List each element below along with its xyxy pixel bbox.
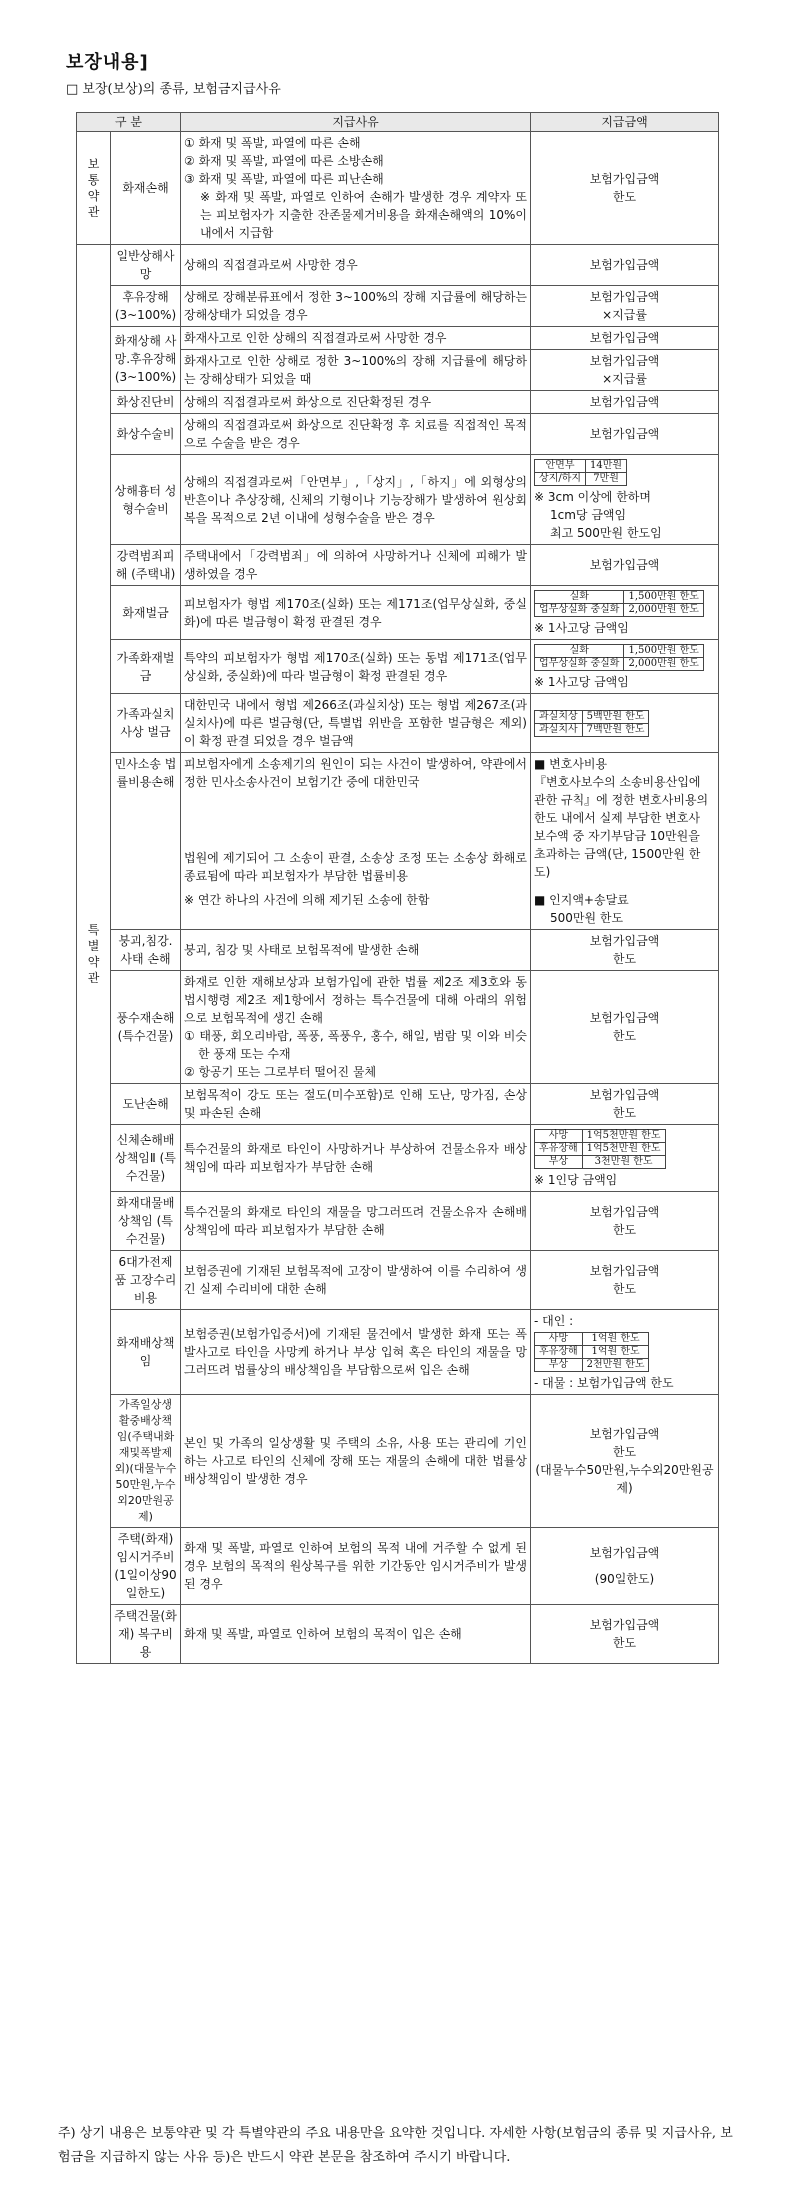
table-row	[77, 1125, 719, 1192]
row-amount: 보험가입금액 한도	[531, 1084, 719, 1125]
row-amount: 보험가입금액	[531, 545, 719, 586]
row-reason: 보험증권(보험가입증서)에 기재된 물건에서 발생한 화재 또는 폭발사고로 타인을 사망케 하거나 부상 입혀 혹은 타인의 재물을 망그러뜨려 법률상의 배상책임을 부담함으로써 입은 손해	[181, 1310, 531, 1395]
row-reason: 붕괴, 침강 및 사태로 보험목적에 발생한 손해	[181, 930, 531, 971]
row-reason: 화재사고로 인한 상해의 직접결과로써 사망한 경우	[181, 327, 531, 350]
row-name: 화재손해	[111, 132, 181, 245]
row-name: 신체손해배상책임Ⅱ (특수건물)	[111, 1125, 181, 1192]
table-row	[77, 1084, 719, 1125]
table-row	[77, 586, 719, 640]
table-row	[77, 1310, 719, 1395]
row-name: 화재대물배상책임 (특수건물)	[111, 1192, 181, 1251]
row-reason: ① 화재 및 폭발, 파열에 따른 손해 ② 화재 및 폭발, 파열에 따른 소방손해 ③ 화재 및 폭발, 파열에 따른 피난손해 ※ 화재 및 폭발, 파열로 인하여 손해가 발생한 경우 계약자 또는 피보험자가 지출한 잔존물제거비용을 화재손해액의 10%이내에서 지급함	[181, 132, 531, 245]
row-reason: 본인 및 가족의 일상생활 및 주택의 소유, 사용 또는 관리에 기인하는 사고로 타인의 신체에 장해 또는 재물의 손해에 대한 법률상 배상책임이 발생한 경우	[181, 1395, 531, 1528]
row-name: 도난손해	[111, 1084, 181, 1125]
footnote: 주) 상기 내용은 보통약관 및 각 특별약관의 주요 내용만을 요약한 것입니다. 자세한 사항(보험금의 종류 및 지급사유, 보험금을 지급하지 않는 사유 등)은 반드시 약관 본문을 참조하여 주시기 바랍니다.	[58, 2126, 733, 2165]
table-row	[77, 455, 719, 545]
table-header-row	[77, 113, 719, 132]
amount-box: 사망 1억5천만원 한도 후유장해 1억5천만원 한도 부상 3천만원 한도	[534, 1129, 666, 1169]
row-name: 가족일상생활중배상책임(주택내화재및폭발제외)(대물누수50만원,누수외20만원공제)	[111, 1395, 181, 1528]
row-reason: 화재 및 폭발, 파열로 인하여 보험의 목적이 입은 손해	[181, 1605, 531, 1664]
row-reason: 보험증권에 기재된 보험목적에 고장이 발생하여 이를 수리하여 생긴 실제 수리비에 대한 손해	[181, 1251, 531, 1310]
row-amount: 보험가입금액 한도 (대물누수50만원,누수외20만원공제)	[531, 1395, 719, 1528]
row-name: 가족화재벌금	[111, 640, 181, 694]
row-reason: 보험목적이 강도 또는 절도(미수포함)로 인해 도난, 망가짐, 손상 및 파손된 손해	[181, 1084, 531, 1125]
row-name: 주택(화재) 임시거주비 (1일이상90일한도)	[111, 1528, 181, 1605]
amount-box: 안면부 14만원 상지/하지 7만원	[534, 459, 627, 486]
table-row	[77, 971, 719, 1084]
row-reason: 피보험자가 형법 제170조(실화) 또는 제171조(업무상실화, 중실화)에 따른 벌금형이 확정 판결된 경우	[181, 586, 531, 640]
table-row	[77, 545, 719, 586]
row-name: 상해흉터 성형수술비	[111, 455, 181, 545]
row-name: 강력범죄피해 (주택내)	[111, 545, 181, 586]
header-group: 구 분	[77, 113, 181, 132]
row-name: 6대가전제품 고장수리비용	[111, 1251, 181, 1310]
row-amount: 보험가입금액	[531, 414, 719, 455]
table-row	[77, 391, 719, 414]
row-amount: 보험가입금액 ×지급률	[531, 286, 719, 327]
row-amount: 보험가입금액 한도	[531, 1605, 719, 1664]
amount-box: 실화 1,500만원 한도 업무상실화 중실화 2,000만원 한도	[534, 590, 704, 617]
row-name: 민사소송 법률비용손해	[111, 753, 181, 930]
row-reason: 화재사고로 인한 상해로 정한 3~100%의 장해 지급률에 해당하는 장해상태가 되었을 때	[181, 350, 531, 391]
table-row	[77, 1192, 719, 1251]
coverage-table	[76, 112, 719, 1664]
row-name: 화재배상책임	[111, 1310, 181, 1395]
row-amount: 보험가입금액 한도	[531, 1251, 719, 1310]
row-amount	[531, 694, 719, 753]
row-amount: 보험가입금액 한도	[531, 930, 719, 971]
row-amount: ■ 변호사비용 『변호사보수의 소송비용산입에 관한 규칙』에 정한 변호사비용의 한도 내에서 실제 부담한 변호사 보수액 중 자기부담금 10만원을 초과하는 금액(단, 1500만원 한도) ■ 인지액+송달료 500만원 한도	[531, 753, 719, 930]
row-reason: 상해의 직접결과로써「안면부」,「상지」,「하지」에 외형상의 반흔이나 추상장해, 신체의 기형이나 기능장해가 발생하여 원상회복을 목적으로 2년 이내에 성형수술을 받은 경우	[181, 455, 531, 545]
row-name: 가족과실치사상 벌금	[111, 694, 181, 753]
row-reason: 화재 및 폭발, 파열로 인하여 보험의 목적 내에 거주할 수 없게 된 경우 보험의 목적의 원상복구를 위한 기간동안 임시거주비가 발생된 경우	[181, 1528, 531, 1605]
table-row	[77, 930, 719, 971]
amount-box: 사망 1억원 한도 후유장해 1억원 한도 부상 2천만원 한도	[534, 1332, 649, 1372]
amount-box: 과실치상 5백만원 한도 과실치사 7백만원 한도	[534, 710, 649, 737]
row-amount: 보험가입금액	[531, 327, 719, 350]
row-reason: 상해의 직접결과로써 사망한 경우	[181, 245, 531, 286]
table-row	[77, 132, 719, 245]
row-name: 후유장해 (3~100%)	[111, 286, 181, 327]
row-reason: 화재로 인한 재해보상과 보험가입에 관한 법률 제2조 제3호와 동법시행령 제2조 제1항에서 정하는 특수건물에 대해 아래의 위험으로 보험목적에 생긴 손해 ① 태풍, 회오리바람, 폭풍, 폭풍우, 홍수, 해일, 범람 및 이와 비슷한 풍재 또는 수재 ② 항공기 또는 그로부터 떨어진 물체	[181, 971, 531, 1084]
row-amount: 실화 1,500만원 한도 업무상실화 중실화 2,000만원 한도 ※ 1사고당 금액임	[531, 586, 719, 640]
table-row	[77, 1528, 719, 1605]
header-reason: 지급사유	[181, 113, 531, 132]
table-row	[77, 286, 719, 327]
row-amount: 실화 1,500만원 한도 업무상실화 중실화 2,000만원 한도 ※ 1사고당 금액임	[531, 640, 719, 694]
row-amount: 보험가입금액 한도	[531, 1192, 719, 1251]
row-name: 붕괴,침강.사태 손해	[111, 930, 181, 971]
table-row	[77, 245, 719, 286]
row-reason: 상해의 직접결과로써 화상으로 진단확정된 경우	[181, 391, 531, 414]
row-amount: 보험가입금액	[531, 391, 719, 414]
row-name: 화상진단비	[111, 391, 181, 414]
table-row	[77, 694, 719, 753]
table-row	[77, 1251, 719, 1310]
row-reason: 특약의 피보험자가 형법 제170조(실화) 또는 동법 제171조(업무상실화, 중실화)에 따라 벌금형이 확정 판결된 경우	[181, 640, 531, 694]
group-basic: 보통약관	[77, 132, 111, 245]
row-name: 화상수술비	[111, 414, 181, 455]
table-row	[77, 1395, 719, 1528]
row-reason: 상해의 직접결과로써 화상으로 진단확정 후 치료를 직접적인 목적으로 수술을 받은 경우	[181, 414, 531, 455]
table-row	[77, 327, 719, 350]
row-reason: 대한민국 내에서 형법 제266조(과실치상) 또는 형법 제267조(과실치사)에 따른 벌금형(단, 특별법 위반을 포함한 벌금형은 제외)이 확정 판결 되었을 경우 벌금액	[181, 694, 531, 753]
header-amount: 지급금액	[531, 113, 719, 132]
group-special: 특별약관	[77, 245, 111, 1664]
table-row	[77, 1605, 719, 1664]
row-amount: 보험가입금액 (90일한도)	[531, 1528, 719, 1605]
row-name: 풍수재손해 (특수건물)	[111, 971, 181, 1084]
row-name: 일반상해사망	[111, 245, 181, 286]
section-subtitle: □ 보장(보상)의 종류, 보험금지급사유	[66, 82, 281, 97]
row-amount: 보험가입금액	[531, 245, 719, 286]
row-amount: 사망 1억5천만원 한도 후유장해 1억5천만원 한도 부상 3천만원 한도 ※ 1인당 금액임	[531, 1125, 719, 1192]
table-row	[77, 753, 719, 930]
section-title: 보장내용]	[66, 52, 149, 73]
row-reason: 특수건물의 화재로 타인이 사망하거나 부상하여 건물소유자 배상책임에 따라 피보험자가 부담한 손해	[181, 1125, 531, 1192]
table-row	[77, 414, 719, 455]
row-reason: 주택내에서「강력범죄」에 의하여 사망하거나 신체에 피해가 발생하였을 경우	[181, 545, 531, 586]
amount-box: 실화 1,500만원 한도 업무상실화 중실화 2,000만원 한도	[534, 644, 704, 671]
row-reason: 특수건물의 화재로 타인의 재물을 망그러뜨려 건물소유자 손해배상책임에 따라 피보험자가 부담한 손해	[181, 1192, 531, 1251]
table-row	[77, 640, 719, 694]
row-amount: 보험가입금액 ×지급률	[531, 350, 719, 391]
row-amount: 안면부 14만원 상지/하지 7만원 ※ 3cm 이상에 한하며 1cm당 금액임 최고 500만원 한도임	[531, 455, 719, 545]
row-reason: 피보험자에게 소송제기의 원인이 되는 사건이 발생하여, 약관에서 정한 민사소송사건이 보험기간 중에 대한민국 법원에 제기되어 그 소송이 판결, 소송상 조정 또는 소송상 화해로 종료됨에 따라 피보험자가 부담한 법률비용 ※ 연간 하나의 사건에 의해 제기된 소송에 한함	[181, 753, 531, 930]
row-name: 화재벌금	[111, 586, 181, 640]
row-reason: 상해로 장해분류표에서 정한 3~100%의 장해 지급률에 해당하는 장해상태가 되었을 경우	[181, 286, 531, 327]
row-name: 주택건물(화재) 복구비용	[111, 1605, 181, 1664]
row-name: 화재상해 사망.후유장해 (3~100%)	[111, 327, 181, 391]
row-amount: 보험가입금액 한도	[531, 132, 719, 245]
row-amount: 보험가입금액 한도	[531, 971, 719, 1084]
row-amount: - 대인 : 사망 1억원 한도 후유장해 1억원 한도 부상 2천만원 한도 - 대물 : 보험가입금액 한도	[531, 1310, 719, 1395]
